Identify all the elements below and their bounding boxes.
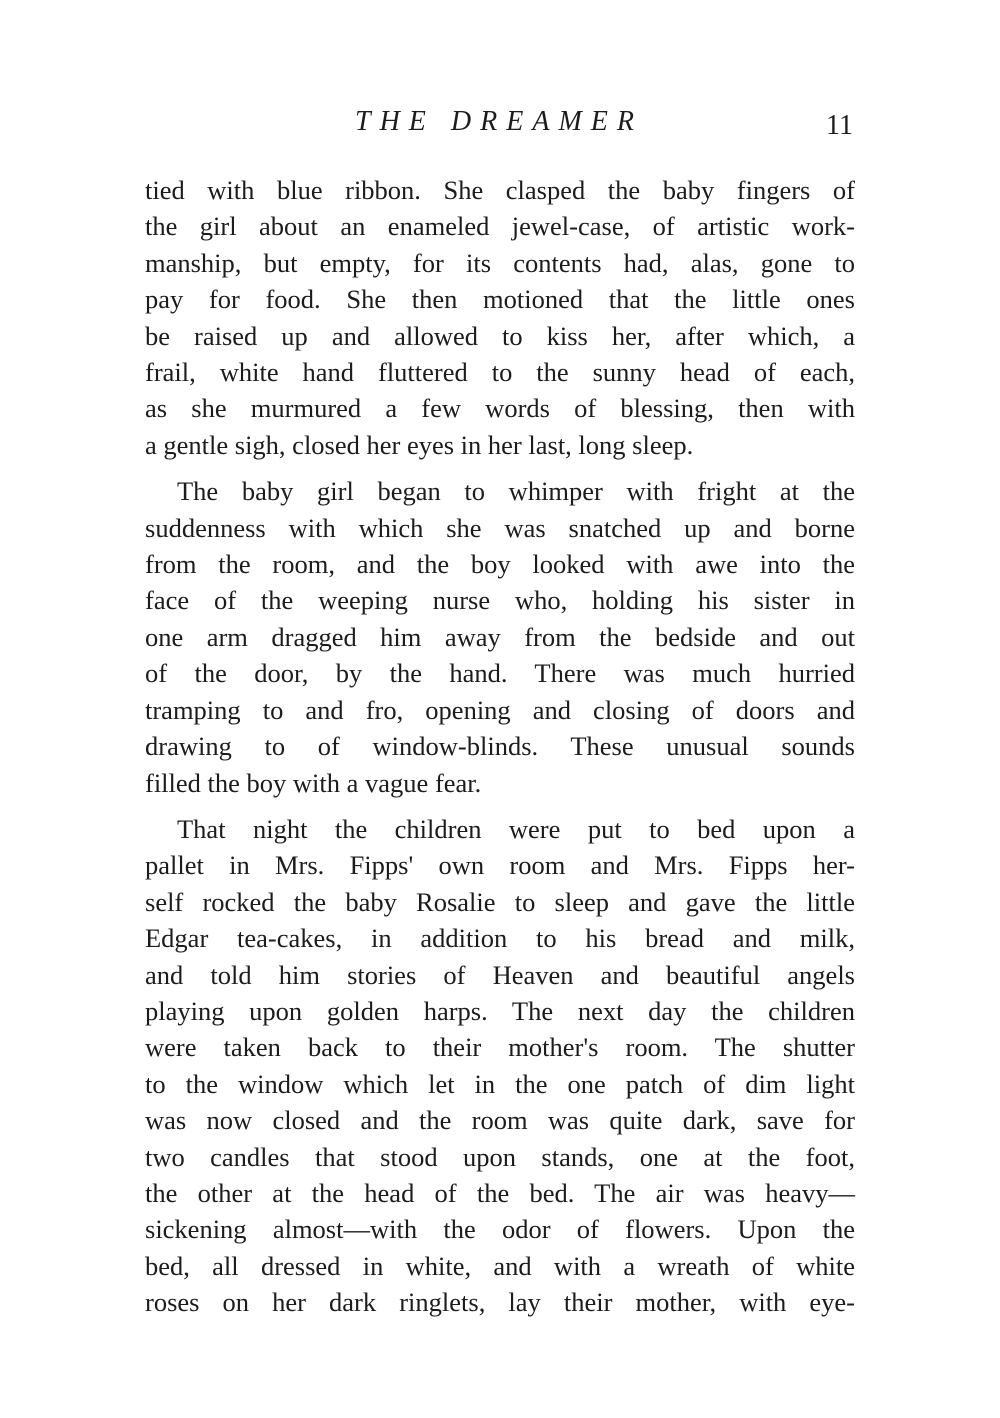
text-line: Edgar tea-cakes, in addition to his bread and milk, <box>145 923 855 954</box>
text-line: That night the children were put to bed upon a <box>177 813 855 844</box>
text-line: from the room, and the boy looked with awe into the <box>145 549 855 580</box>
text-line: face of the weeping nurse who, holding his sister in <box>145 585 855 616</box>
text-line: of the door, by the hand. There was much hurried <box>145 658 855 689</box>
body-text <box>145 172 855 1331</box>
text-line: tramping to and fro, opening and closing of doors and <box>145 694 855 725</box>
text-line: one arm dragged him away from the bedside and out <box>145 621 855 652</box>
text-line: filled the boy with a vague fear. <box>145 767 482 798</box>
page-number: 11 <box>826 110 853 141</box>
text-line: sickening almost—with the odor of flowers. Upon the <box>145 1214 855 1245</box>
paragraph-2 <box>145 473 855 801</box>
text-line: pay for food. She then motioned that the little ones <box>145 284 855 315</box>
text-line: tied with blue ribbon. She clasped the baby fingers of <box>145 175 855 205</box>
text-line: the girl about an enameled jewel-case, of artistic work- <box>145 211 855 242</box>
text-line: self rocked the baby Rosalie to sleep and gave the little <box>145 886 855 917</box>
text-line: were taken back to their mother's room. The shutter <box>145 1032 855 1063</box>
text-line: frail, white hand fluttered to the sunny head of each, <box>145 357 855 388</box>
text-line: two candles that stood upon stands, one at the foot, <box>145 1141 855 1172</box>
paragraph-3 <box>145 811 855 1321</box>
text-line: roses on her dark ringlets, lay their mother, with eye- <box>145 1287 855 1318</box>
text-line: drawing to of window-blinds. These unusual sounds <box>145 731 855 762</box>
text-line: be raised up and allowed to kiss her, after which, a <box>145 320 855 351</box>
text-line: a gentle sigh, closed her eyes in her last, long sleep. <box>145 429 694 460</box>
text-line: and told him stories of Heaven and beautiful angels <box>145 959 855 990</box>
paragraph-1 <box>145 172 855 463</box>
text-line: the other at the head of the bed. The air was heavy— <box>145 1177 855 1208</box>
text-line: as she murmured a few words of blessing, then with <box>145 393 855 424</box>
text-line: suddenness with which she was snatched up and borne <box>145 512 855 543</box>
text-line: to the window which let in the one patch of dim light <box>145 1068 855 1099</box>
text-line: playing upon golden harps. The next day the children <box>145 995 855 1026</box>
running-head <box>145 104 853 144</box>
text-line: pallet in Mrs. Fipps' own room and Mrs. Fipps her- <box>145 850 855 881</box>
text-line: The baby girl began to whimper with fright at the <box>177 476 855 507</box>
running-title: THE DREAMER <box>355 106 643 137</box>
text-line: manship, but empty, for its contents had, alas, gone to <box>145 247 855 278</box>
text-line: bed, all dressed in white, and with a wreath of white <box>145 1250 855 1281</box>
text-line: was now closed and the room was quite dark, save for <box>145 1105 855 1136</box>
